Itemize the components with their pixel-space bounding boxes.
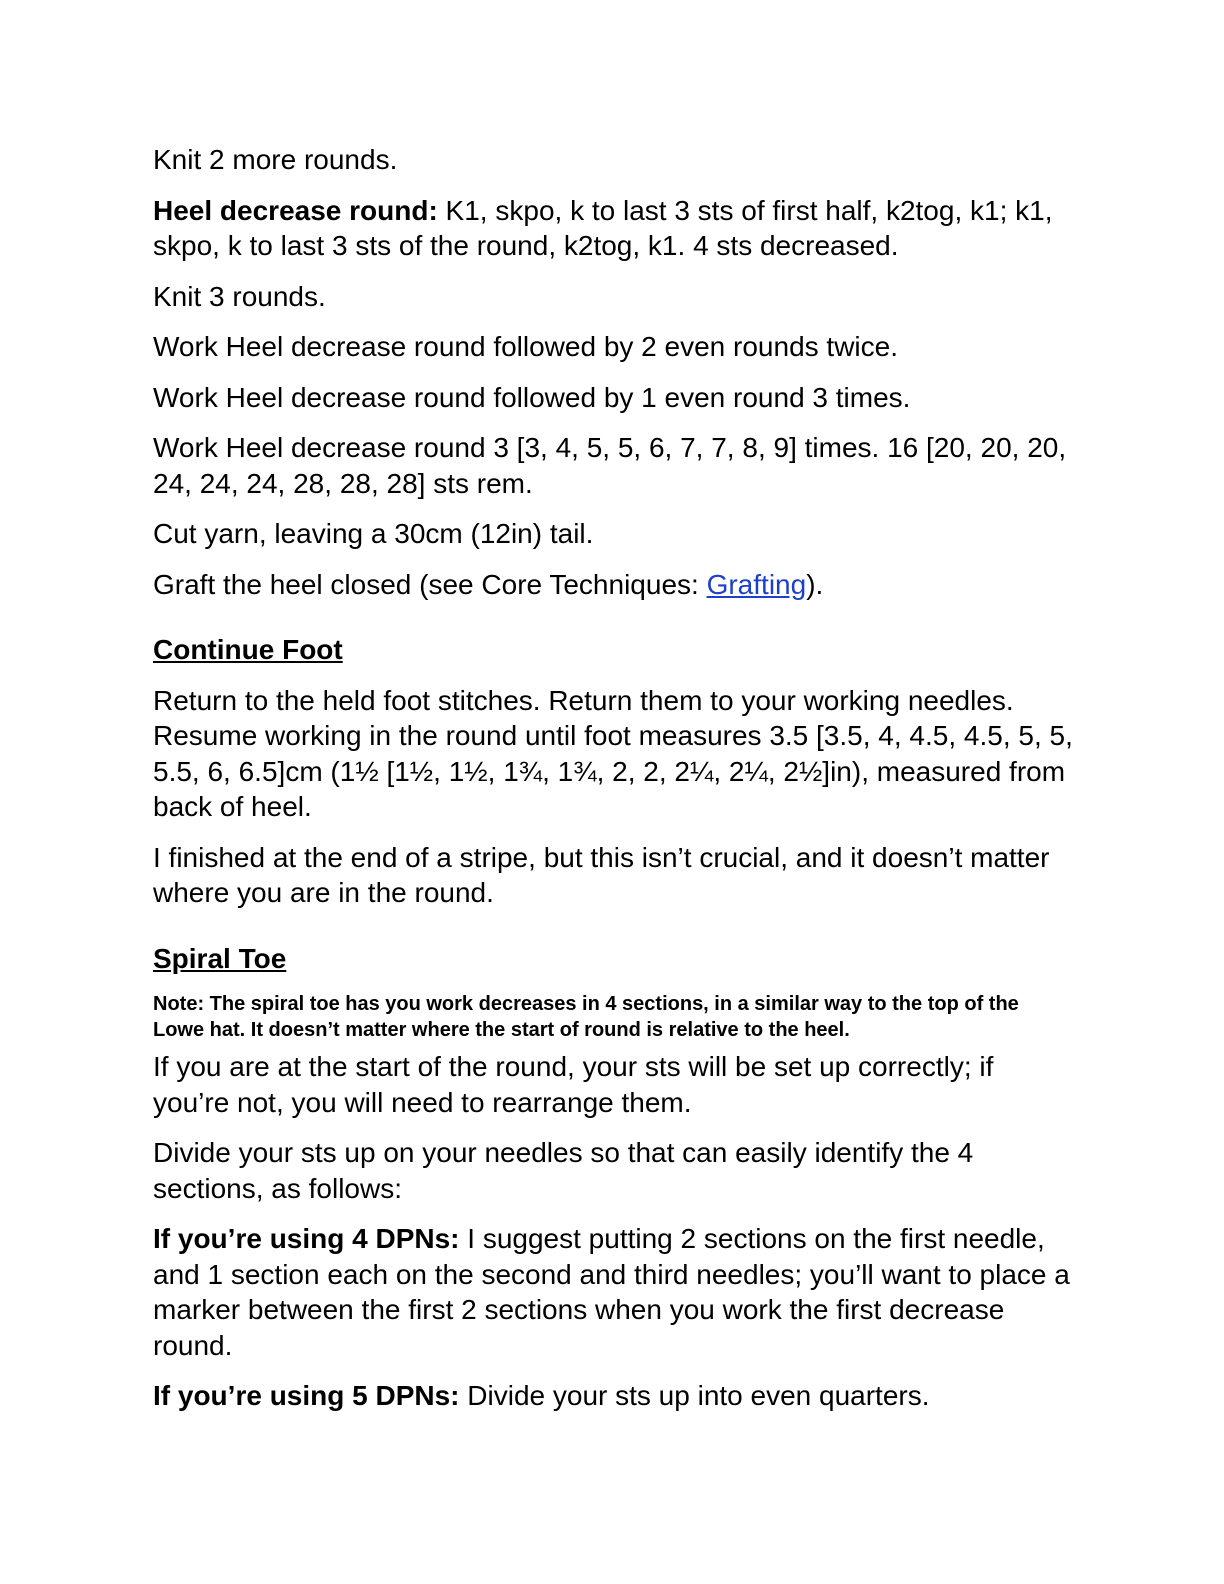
four-dpns-instruction	[153, 1221, 1073, 1363]
cut-yarn-text: Cut yarn, leaving a 30cm (12in) tail.	[153, 518, 594, 549]
five-dpns-label: If you’re using 5 DPNs:	[153, 1380, 460, 1411]
divide-sections-text: Divide your sts up on your needles so that can easily identify the 4 sections, as follows:	[153, 1137, 974, 1204]
graft-heel-text	[153, 567, 1073, 603]
spiral-toe-heading: Spiral Toe	[153, 942, 287, 974]
heel-decrease-text: K1, skpo, k to last 3 sts of first half, k2tog, k1; k1, skpo, k to last 3 sts of the round, k2tog, k1. 4 sts decreased.	[153, 194, 1053, 261]
heel-decrease-label: Heel decrease round:	[153, 194, 438, 226]
decrease-twice-text: Work Heel decrease round followed by 2 even rounds twice.	[153, 331, 898, 362]
continue-foot-heading: Continue Foot	[153, 634, 343, 665]
knit-3-rounds-text: Knit 3 rounds.	[153, 280, 326, 312]
five-dpns-instruction	[153, 1378, 1073, 1414]
graft-heel-before: Graft the heel closed (see Core Techniques:	[153, 568, 707, 600]
four-dpns-text: I suggest putting 2 sections on the first needle, and 1 section each on the second and third needles; you’ll want to place a marker between the first 2 sections when you work the first decrease round.	[153, 1223, 1070, 1361]
document-page	[153, 142, 1073, 1414]
heel-decrease-instruction	[153, 193, 1073, 264]
held-foot-stitches-text: Return to the held foot stitches. Return them to your working needles. Resume working in the round until foot measures 3.5 [3.5, 4, 4.5, 4.5, 5, 5, 5.5, 6, 6.5]cm (1½ [1½, 1½, 1¾, 1¾, 2, 2, 2¼, 2¼, 2½]in), measured from back of heel.	[153, 684, 1073, 822]
decrease-sizes-text: Work Heel decrease round 3 [3, 4, 5, 5, 6, 7, 7, 8, 9] times. 16 [20, 20, 20, 24, 24, 24, 28, 28, 28] sts rem.	[153, 432, 1067, 499]
four-dpns-label: If you’re using 4 DPNs:	[153, 1223, 460, 1254]
start-of-round-text: If you are at the start of the round, your sts will be set up correctly; if you’re not, you will need to rearrange them.	[153, 1051, 994, 1118]
grafting-link[interactable]: Grafting	[706, 568, 807, 600]
spiral-toe-note: Note: The spiral toe has you work decreases in 4 sections, in a similar way to the top of the Lowe hat. It doesn’t matter where the start of round is relative to the heel.	[153, 993, 1019, 1041]
decrease-3-times-text: Work Heel decrease round followed by 1 even round 3 times.	[153, 381, 911, 413]
five-dpns-text: Divide your sts up into even quarters.	[459, 1380, 930, 1411]
graft-heel-after: ).	[806, 568, 824, 600]
stripe-note-text: I finished at the end of a stripe, but this isn’t crucial, and it doesn’t matter where you are in the round.	[153, 841, 1050, 908]
knit-2-rounds-text: Knit 2 more rounds.	[153, 144, 398, 175]
